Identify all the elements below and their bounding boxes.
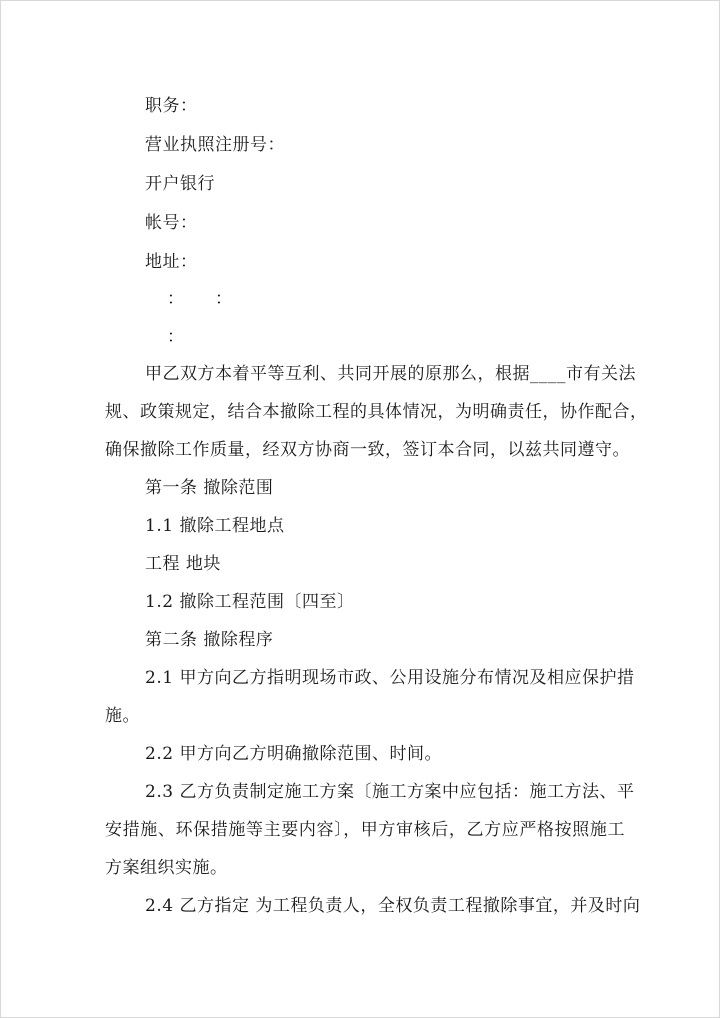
preamble-line-2: 规、政策规定，结合本撤除工程的具体情况，为明确责任，协作配合， [105,402,648,422]
section-2-1-line-1: 2.1 甲方向乙方指明现场市政、公用设施分布情况及相应保护措 [145,668,635,688]
address-label: 地址： [145,252,198,272]
preamble-line-1: 甲乙双方本着平等互利、共同开展的原那么，根据____市有关法 [145,364,636,384]
section-2-3-line-3: 方案组织实施。 [105,858,228,878]
section-2-3-line-2: 安措施、环保措施等主要内容〕，甲方审核后，乙方应严格按照施工 [105,820,625,840]
section-2-3-line-1: 2.3 乙方负责制定施工方案〔施工方案中应包括：施工方法、平 [145,782,635,802]
account-label: 帐号： [145,213,198,233]
blank-colon-b: ： [215,289,232,309]
license-number-label: 营业执照注册号： [145,135,285,155]
preamble-line-3: 确保撤除工作质量，经双方协商一致，签订本合同，以兹共同遵守。 [105,440,630,460]
article-1-title: 第一条 撤除范围 [145,478,274,498]
article-2-title: 第二条 撤除程序 [145,630,274,650]
blank-colon-c: ： [167,327,184,347]
blank-colon-a: ： [167,289,184,309]
section-2-4-line-1: 2.4 乙方指定 为工程负责人，全权负责工程撤除事宜，并及时向 [145,896,641,916]
section-1-1: 1.1 撤除工程地点 [145,516,285,536]
section-1-2: 1.2 撤除工程范围〔四至〕 [145,592,355,612]
section-2-1-line-2: 施。 [105,706,140,726]
section-2-2: 2.2 甲方向乙方明确撤除范围、时间。 [145,744,442,764]
bank-label: 开户银行 [145,174,215,194]
project-plot-line: 工程 地块 [145,554,221,574]
position-label: 职务： [145,96,198,116]
